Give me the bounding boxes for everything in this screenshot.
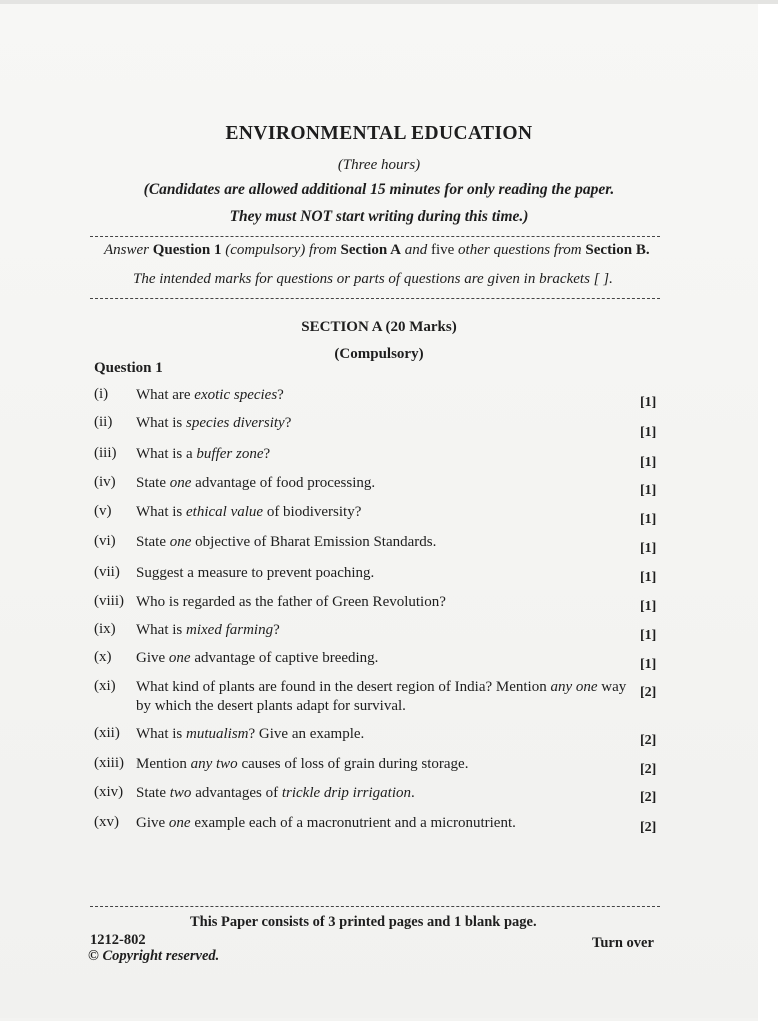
turn-over: Turn over	[592, 935, 654, 951]
question-emphasis: one	[168, 650, 191, 666]
question-marks: [1]	[640, 657, 657, 672]
question-number: (iv)	[94, 474, 116, 490]
question-emphasis: mutualism	[186, 726, 249, 742]
question-text-part: Give	[136, 650, 169, 666]
question-text	[136, 386, 631, 405]
question-text	[136, 445, 631, 464]
question-number: (vi)	[94, 533, 116, 549]
question-number: (x)	[94, 649, 112, 665]
question-emphasis: any two	[190, 756, 238, 772]
question-text	[136, 649, 631, 668]
question-emphasis: exotic species	[194, 387, 278, 403]
divider-top	[90, 236, 660, 237]
question-number: (xii)	[94, 725, 120, 741]
question-marks: [1]	[640, 512, 657, 527]
question-marks: [1]	[640, 395, 657, 410]
question-marks: [2]	[640, 685, 657, 700]
question-text-part: State	[136, 475, 170, 491]
question-emphasis: any one	[550, 679, 598, 695]
question-number: (viii)	[94, 593, 124, 609]
question-text-part: ?	[273, 622, 280, 638]
question-text-part: What kind of plants are found in the desert region of India? Mention	[136, 679, 551, 695]
question-text-part: What is	[136, 726, 186, 742]
question-number: (xiii)	[94, 755, 124, 771]
instr-text: and	[400, 242, 431, 258]
question-text	[136, 414, 631, 433]
question-marks: [1]	[640, 599, 657, 614]
question-number: (i)	[94, 386, 109, 402]
question-text-part: Give	[136, 815, 169, 831]
question-emphasis: mixed farming	[186, 622, 274, 638]
question-number: (xv)	[94, 814, 119, 830]
question-marks: [2]	[640, 820, 657, 835]
question-emphasis: ethical value	[186, 504, 264, 520]
question-emphasis: one	[169, 475, 192, 491]
question-text-part: way by which the desert plants adapt for survival.	[136, 679, 627, 714]
question-text-part: ?	[277, 387, 284, 403]
question-text-part: What is a	[136, 446, 197, 462]
question-text-part: Mention	[136, 756, 191, 772]
question-text-part: ?	[284, 415, 292, 431]
question-text-part: Who is regarded as the father of Green Revolution?	[136, 594, 446, 610]
question-text	[136, 678, 631, 716]
question-text-part: What is	[136, 504, 186, 520]
question-text-part: of biodiversity?	[263, 504, 362, 520]
divider-footer	[90, 906, 660, 907]
question-emphasis: buffer zone	[196, 446, 264, 462]
question-text	[136, 814, 631, 833]
instr-bold: Question 1	[152, 242, 222, 258]
instruction-line-2: The intended marks for questions or parts of questions are given in brackets [ ].	[133, 271, 613, 287]
question-marks: [1]	[640, 483, 657, 498]
question-number: (xiv)	[94, 784, 124, 800]
scanner-edge	[758, 0, 778, 1021]
instr-plain: five	[430, 242, 455, 258]
question-number: (xi)	[94, 678, 116, 694]
section-subtitle: (Compulsory)	[334, 346, 424, 362]
question-text-part: State	[136, 534, 170, 550]
question-text-part: What are	[136, 387, 195, 403]
instr-text: Answer	[104, 242, 153, 258]
pages-note: This Paper consists of 3 printed pages and 1 blank page.	[190, 914, 537, 930]
question-text-part: State	[136, 785, 170, 801]
question-marks: [2]	[640, 790, 657, 805]
question-emphasis: one	[169, 534, 192, 550]
question-text-part: ?	[263, 446, 271, 462]
question-text	[136, 725, 631, 744]
question-marks: [1]	[640, 455, 657, 470]
paper-code: 1212-802	[90, 932, 146, 948]
question-number: (ix)	[94, 621, 116, 637]
instr-bold: Section A	[340, 242, 401, 258]
question-text-part: advantage of captive breeding.	[190, 650, 379, 666]
question-text-part: advantages of	[191, 785, 282, 801]
question-text	[136, 503, 631, 522]
question-marks: [1]	[640, 425, 657, 440]
question-text-part: Suggest a measure to prevent poaching.	[136, 565, 375, 581]
question-text-part: advantage of food processing.	[191, 475, 376, 491]
question-text-part: What is	[136, 415, 186, 431]
writing-note: They must NOT start writing during this time.)	[229, 208, 529, 225]
question-emphasis: one	[168, 815, 191, 831]
copyright: © Copyright reserved.	[88, 948, 220, 964]
question-emphasis: two	[169, 785, 192, 801]
question-marks: [1]	[640, 570, 657, 585]
question-emphasis: species diversity	[186, 415, 285, 431]
question-text	[136, 474, 631, 493]
instr-text: (compulsory) from	[221, 242, 341, 258]
question-number: (v)	[94, 503, 112, 519]
question-text	[136, 593, 631, 612]
reading-note: (Candidates are allowed additional 15 minutes for only reading the paper.	[143, 181, 615, 198]
question-text	[136, 784, 631, 803]
question-text-part: What is	[136, 622, 186, 638]
question-text-part: objective of Bharat Emission Standards.	[191, 534, 437, 550]
question-number: (ii)	[94, 414, 113, 430]
question-heading: Question 1	[94, 360, 163, 376]
question-marks: [1]	[640, 628, 657, 643]
instr-text: other questions from	[454, 242, 586, 258]
duration: (Three hours)	[337, 157, 421, 173]
instr-bold: Section B.	[585, 242, 650, 258]
question-text-part: example each of a macronutrient and a micronutrient.	[190, 815, 516, 831]
question-text	[136, 755, 631, 774]
question-text-part: causes of loss of grain during storage.	[237, 756, 469, 772]
question-emphasis: trickle drip irrigation	[281, 785, 411, 801]
question-text-part: ? Give an example.	[248, 726, 365, 742]
question-text	[136, 564, 631, 583]
section-title: SECTION A (20 Marks)	[301, 319, 457, 335]
question-marks: [2]	[640, 762, 657, 777]
question-marks: [1]	[640, 541, 657, 556]
question-text-part: .	[411, 785, 415, 801]
instruction-line-1	[104, 242, 650, 259]
paper-title: ENVIRONMENTAL EDUCATION	[225, 123, 533, 144]
top-edge	[0, 0, 778, 4]
question-text	[136, 621, 631, 640]
question-number: (vii)	[94, 564, 120, 580]
question-text	[136, 533, 631, 552]
question-number: (iii)	[94, 445, 117, 461]
question-marks: [2]	[640, 733, 657, 748]
divider-bottom	[90, 298, 660, 299]
